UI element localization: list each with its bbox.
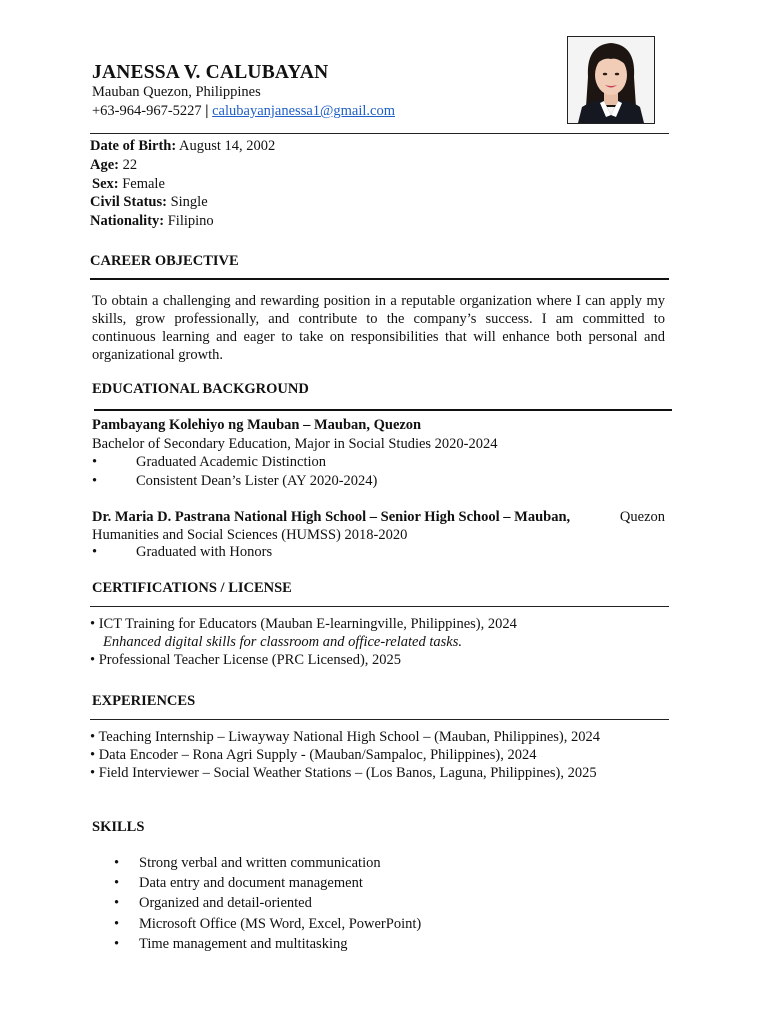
skill-item-5: Time management and multitasking <box>139 936 348 952</box>
shs-school-line <box>92 509 665 526</box>
list-item <box>92 454 97 471</box>
personal-value: Filipino <box>167 213 214 229</box>
experience-item-1: • Teaching Internship – Liwayway National High School – (Mauban, Philippines), 2024 <box>90 729 600 745</box>
header-divider <box>90 133 669 134</box>
experience-item-3: • Field Interviewer – Social Weather Stations – (Los Banos, Laguna, Philippines), 2025 <box>90 765 597 781</box>
cert-item-2: • Professional Teacher License (PRC Licensed), 2025 <box>90 652 402 668</box>
personal-dob <box>90 138 275 155</box>
bullet: • <box>114 855 120 871</box>
college-honor-2: Consistent Dean’s Lister (AY 2020-2024) <box>136 473 378 489</box>
personal-value: Single <box>170 194 208 210</box>
section-heading-objective: CAREER OBJECTIVE <box>90 253 239 269</box>
personal-value: 22 <box>122 157 138 173</box>
personal-label: Date of Birth: <box>90 138 177 154</box>
list-item <box>114 936 119 953</box>
personal-nationality <box>90 213 214 230</box>
shs-school: Dr. Maria D. Pastrana National High School – Senior High School – Mauban, <box>92 509 571 525</box>
bullet: • <box>92 454 98 470</box>
bullet: • <box>114 916 120 932</box>
bullet: • <box>92 473 98 489</box>
personal-label: Age: <box>90 157 119 173</box>
contact-line <box>92 103 395 120</box>
profile-photo-image <box>568 37 654 123</box>
shs-honor-1: Graduated with Honors <box>136 544 273 560</box>
list-item <box>92 544 97 561</box>
objective-divider <box>90 278 669 280</box>
college-degree: Bachelor of Secondary Education, Major in Social Studies 2020-2024 <box>92 436 498 452</box>
bullet: • <box>92 544 98 560</box>
skill-item-2: Data entry and document management <box>139 875 363 891</box>
skill-item-1: Strong verbal and written communication <box>139 855 381 871</box>
experience-item-2: • Data Encoder – Rona Agri Supply - (Mauban/Sampaloc, Philippines), 2024 <box>90 747 537 763</box>
profile-photo <box>567 36 655 124</box>
candidate-name: JANESSA V. CALUBAYAN <box>92 62 329 83</box>
shs-school-tail: Quezon <box>619 509 665 525</box>
email-link[interactable]: calubayanjanessa1@gmail.com <box>212 103 395 119</box>
personal-value: Female <box>122 176 165 192</box>
objective-text: To obtain a challenging and rewarding position in a reputable organization where I can apply my skills, grow professionally, and contribute to the company’s success. I am committed to continuous learning and eager to take on responsibilities that will enhance both personal and organizational growth. <box>92 293 665 363</box>
personal-civil-status <box>90 194 208 211</box>
section-heading-experiences: EXPERIENCES <box>92 693 196 709</box>
section-heading-certifications: CERTIFICATIONS / LICENSE <box>92 580 292 596</box>
bullet: • <box>114 875 120 891</box>
section-heading-skills: SKILLS <box>92 819 145 835</box>
cert-item-1-note: Enhanced digital skills for classroom and office-related tasks. <box>103 634 462 650</box>
list-item <box>114 895 119 912</box>
list-item <box>114 855 119 872</box>
phone: +63-964-967-5227 <box>92 103 202 119</box>
experiences-divider <box>90 719 669 720</box>
personal-value: August 14, 2002 <box>179 138 276 154</box>
skill-item-4: Microsoft Office (MS Word, Excel, PowerPoint) <box>139 916 422 932</box>
section-heading-education: EDUCATIONAL BACKGROUND <box>92 381 309 397</box>
shs-strand: Humanities and Social Sciences (HUMSS) 2018-2020 <box>92 527 408 543</box>
education-divider <box>94 409 672 411</box>
personal-label: Sex: <box>92 176 119 192</box>
skill-item-3: Organized and detail-oriented <box>139 895 312 911</box>
list-item <box>114 916 119 933</box>
certifications-divider <box>90 606 669 607</box>
bullet: • <box>114 895 120 911</box>
personal-label: Nationality: <box>90 213 165 229</box>
cert-item-1: • ICT Training for Educators (Mauban E-learningville, Philippines), 2024 <box>90 616 517 632</box>
bullet: • <box>114 936 120 952</box>
college-school: Pambayang Kolehiyo ng Mauban – Mauban, Quezon <box>92 417 422 433</box>
list-item <box>114 875 119 892</box>
personal-label: Civil Status: <box>90 194 167 210</box>
contact-separator: | <box>205 103 209 119</box>
personal-sex <box>92 176 165 193</box>
address: Mauban Quezon, Philippines <box>92 84 261 100</box>
list-item <box>92 473 97 490</box>
college-honor-1: Graduated Academic Distinction <box>136 454 327 470</box>
personal-age <box>90 157 137 174</box>
